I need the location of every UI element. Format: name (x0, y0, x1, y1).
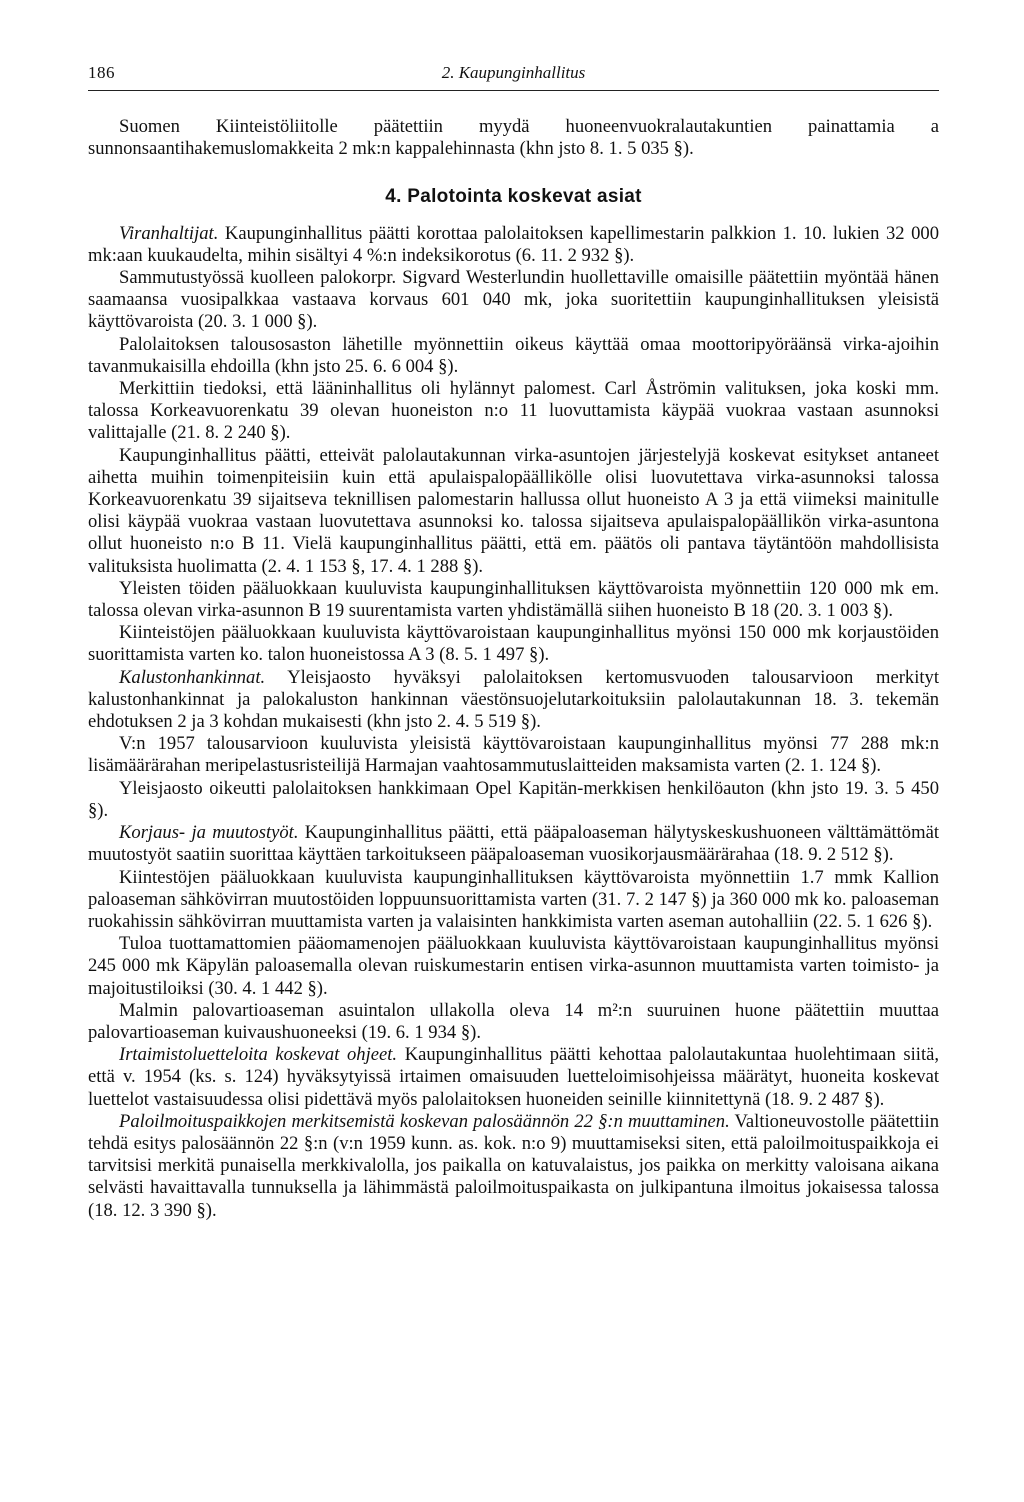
paragraph-text: Tuloa tuottamattomien pääomamenojen pääluokkaan kuuluvista käyttövaroistaan kaupunginhallitus myönsi 245 000 mk Käpylän paloasemalla olevan ruiskumestarin entisen virka-asunnon muuttamista varten toimisto- ja majoitustiloiksi (30. 4. 1 442 §). (88, 933, 939, 999)
body-paragraph (88, 1111, 939, 1222)
paragraph-text: Yleisten töiden pääluokkaan kuuluvista kaupunginhallituksen käyttövaroista myönnettiin 120 000 mk em. talossa olevan virka-asunnon B 19 suurentamista varten yhdistämällä siihen huoneisto B 18 (20. 3. 1 003 §). (88, 577, 939, 622)
paragraph-text: Kaupunginhallitus päätti kehottaa palolautakuntaa huolehtimaan siitä, että v. 1954 (ks. s. 124) hyväksytyissä irtaimen omaisuuden luetteloimisohjeissa määrätyt, huoneita koskevat luettelot vastaisuudessa olisi pidettävä myös palolaitoksen huoneiden seinille kiinnitettynä (18. 9. 2 487 §). (88, 1044, 940, 1110)
paragraph-lead: Irtaimistoluetteloita koskevat ohjeet. (119, 1044, 398, 1066)
paragraph-list (88, 223, 939, 1222)
paragraph-text: Kiinteistöjen pääluokkaan kuuluvista käyttövaroistaan kaupunginhallitus myönsi 150 000 mk korjaustöiden suorittamista varten ko. talon huoneistossa A 3 (8. 5. 1 497 §). (88, 622, 939, 666)
body-paragraph (88, 867, 939, 934)
body-paragraph (88, 223, 939, 267)
page-number: 186 (88, 63, 115, 82)
body-paragraph (88, 733, 939, 777)
body-paragraph (88, 822, 939, 866)
paragraph-text: Kaupunginhallitus päätti, etteivät palolautakunnan virka-asuntojen järjestelyjä koskevat esitykset antaneet aihetta muihin toimenpiteisiin kuin että apulaispalopäällikölle olisi luovutettava virka-asunnoksi talossa Korkeavuorenkatu 39 sijaitseva teknillisen palomestarin hallussa ollut huoneisto A 3 ja että viimeksi mainitulle olisi käypää vuokraa vastaan luovutettava asunnoksi ko. talossa sijaitseva apulaispalopäällikön virka-asuntona ollut huoneisto n:o B 11. Vielä kaupunginhallitus päätti, että em. päätös oli pantava täytäntöön mahdollisista valituksista huolimatta (2. 4. 1 153 §, 17. 4. 1 288 §). (88, 444, 939, 577)
paragraph-text: Yleisjaosto oikeutti palolaitoksen hankkimaan Opel Kapitän-merkkisen henkilöauton (khn jsto 19. 3. 5 450 §). (88, 777, 939, 821)
body-paragraph (88, 267, 939, 334)
body-paragraph (88, 622, 939, 666)
paragraph-lead: Kalustonhankinnat. (119, 666, 266, 688)
paragraph-text: Palolaitoksen talousosaston lähetille myönnettiin oikeus käyttää omaa moottoripyöräänsä virka-ajoihin tavanmukaisilla ehdoilla (khn jsto 25. 6. 6 004 §). (88, 333, 939, 377)
paragraph-lead: Viranhaltijat. (119, 222, 219, 244)
paragraph-text: Kaupunginhallitus päätti korottaa palolaitoksen kapellimestarin palkkion 1. 10. lukien 32 000 mk:aan kuukaudelta, mihin sisältyi 4 %:n indeksikorotus (6. 11. 2 932 §). (88, 222, 939, 266)
paragraph-text: V:n 1957 talousarvioon kuuluvista yleisistä käyttövaroistaan kaupunginhallitus myönsi 77 288 mk:n lisämäärärahan meripelastusristeilijä Harmajan vaahtosammutuslaitteiden maksamista varten (2. 1. 124 §). (88, 733, 939, 777)
body-paragraph (88, 667, 939, 734)
paragraph-text: Kaupunginhallitus päätti, että pääpaloaseman hälytyskeskushuoneen välttämättömät muutostyöt saatiin suorittaa käyttäen tarkoitukseen pääpaloaseman vuosikorjausmäärärahaa (18. 9. 2 512 §). (88, 822, 939, 866)
section-heading: 4. Palotointa koskevat asiat (385, 186, 642, 208)
body-paragraph (88, 578, 939, 622)
body-paragraph (88, 445, 939, 578)
paragraph-lead: Paloilmoituspaikkojen merkitsemistä koskevan palosäännön 22 §:n muuttaminen. (119, 1110, 730, 1132)
running-head: 2. Kaupunginhallitus (441, 63, 586, 82)
paragraph-text: Valtioneuvostolle päätettiin tehdä esitys palosäännön 22 §:n (v:n 1959 kunn. as. kok. n:o 9) muuttamiseksi siten, että paloilmoituspaikkoja ei tarvitsisi merkitä punaisella merkkivalolla, jos paikalla on katuvalaistus, jos paikka on merkitty valoisana aikana selvästi havaittavalla tunnuksella ja lähimmästä paloilmoituspaikasta on julkipantuna ilmoitus jokaisessa talossa (18. 12. 3 390 §). (88, 1110, 940, 1221)
body-paragraph (88, 334, 939, 378)
intro-paragraph: Suomen Kiinteistöliitolle päätettiin myydä huoneenvuokralautakuntien painattamia a sunnonsaantihakemuslomakkeita 2 mk:n kappalehinnasta (khn jsto 8. 1. 5 035 §). (88, 116, 939, 160)
body-paragraph (88, 933, 939, 1000)
body-paragraph (88, 1000, 939, 1044)
paragraph-text: Malmin palovartioaseman asuintalon ullakolla oleva 14 m²:n suuruinen huone päätettiin muuttaa palovartioaseman kuivaushuoneeksi (19. 6. 1 934 §). (88, 999, 939, 1043)
page-header (88, 60, 939, 91)
body-paragraph (88, 778, 939, 822)
body-paragraph (88, 378, 939, 445)
paragraph-text: Merkittiin tiedoksi, että lääninhallitus oli hylännyt palomest. Carl Åströmin valituksen, joka koski mm. talossa Korkeavuorenkatu 39 olevan huoneiston n:o 11 luovuttamista käypää vuokraa vastaan asunnoksi valittajalle (21. 8. 2 240 §). (88, 378, 939, 444)
paragraph-lead: Korjaus- ja muutostyöt. (119, 822, 299, 844)
paragraph-text: Yleisjaosto hyväksyi palolaitoksen kertomusvuoden talousarvioon merkityt kalustonhankinnat ja palokaluston hankinnan väestönsuojelutarkoituksiin palolautakunnan 18. 3. tekemän ehdotuksen 2 ja 3 kohdan mukaisesti (khn jsto 2. 4. 5 519 §). (88, 666, 939, 733)
body-paragraph (88, 1044, 939, 1111)
paragraph-text: Kiintestöjen pääluokkaan kuuluvista kaupunginhallituksen käyttövaroista myönnettiin 1.7 mmk Kallion paloaseman sähkövirran muutostöiden loppuunsuorittamista varten (31. 7. 2 147 §) ja 360 000 mk ko. paloaseman ruokahissin sähkövirran muuttamista varten ja valaisinten hankkimista varten aseman autohalliin (22. 5. 1 626 §). (88, 866, 939, 932)
paragraph-text: Sammutustyössä kuolleen palokorpr. Sigvard Westerlundin huollettaville omaisille päätettiin myöntää hänen saamaansa vuosipalkkaa vastaava korvaus 601 040 mk, joka suoritettiin kaupunginhallituksen yleisistä käyttövaroista (20. 3. 1 000 §). (88, 267, 939, 333)
page-body (88, 116, 939, 1222)
